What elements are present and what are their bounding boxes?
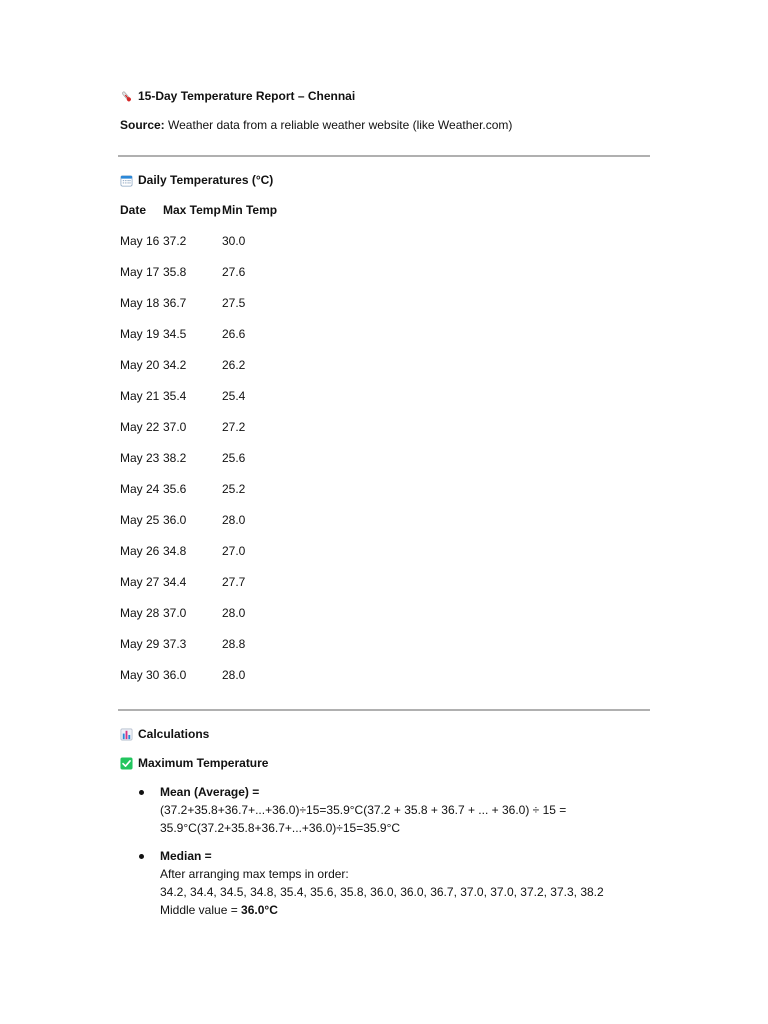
cell-min-temp: 28.0 — [222, 668, 246, 682]
median-line-1: After arranging max temps in order: — [160, 867, 349, 881]
report-title-text: 15-Day Temperature Report – Chennai — [138, 89, 356, 103]
cell-date: May 27 — [120, 575, 160, 589]
calculation-list — [120, 783, 680, 919]
column-header-date: Date — [120, 203, 147, 217]
cell-date: May 24 — [120, 482, 160, 496]
cell-max-temp: 35.4 — [163, 389, 187, 403]
thermometer-icon — [120, 90, 133, 103]
median-sorted-values: 34.2, 34.4, 34.5, 34.8, 35.4, 35.6, 35.8, 36.0, 36.0, 36.7, 37.0, 37.0, 37.2, 37.3, 38.2 — [160, 885, 604, 899]
cell-min-temp: 28.8 — [222, 637, 246, 651]
mean-formula-line-2: 35.9°C(37.2+35.8+36.7+...+36.0)÷15=35.9°C — [160, 821, 401, 835]
source-text: Weather data from a reliable weather website (like Weather.com) — [164, 118, 513, 132]
cell-date: May 19 — [120, 327, 160, 341]
column-header-max-temp: Max Temp — [163, 203, 221, 217]
median-label: Median = — [160, 849, 212, 863]
cell-date: May 16 — [120, 234, 160, 248]
cell-max-temp: 38.2 — [163, 451, 187, 465]
cell-date: May 30 — [120, 668, 160, 682]
cell-max-temp: 34.8 — [163, 544, 187, 558]
cell-max-temp: 36.0 — [163, 668, 187, 682]
daily-heading — [120, 173, 273, 187]
cell-date: May 22 — [120, 420, 160, 434]
cell-min-temp: 27.5 — [222, 296, 246, 310]
cell-min-temp: 27.2 — [222, 420, 246, 434]
cell-min-temp: 28.0 — [222, 513, 246, 527]
divider — [118, 709, 650, 711]
cell-max-temp: 34.5 — [163, 327, 187, 341]
max-temperature-heading — [120, 756, 268, 770]
median-result-label: Middle value = — [160, 903, 242, 917]
cell-min-temp: 26.2 — [222, 358, 246, 372]
cell-max-temp: 37.3 — [163, 637, 187, 651]
cell-max-temp: 36.0 — [163, 513, 187, 527]
checkbox-checked-icon — [120, 757, 133, 770]
calculations-heading — [120, 727, 209, 741]
list-item-median — [120, 847, 680, 919]
cell-date: May 20 — [120, 358, 160, 372]
max-temperature-heading-text: Maximum Temperature — [138, 756, 269, 770]
cell-max-temp: 34.4 — [163, 575, 187, 589]
cell-date: May 18 — [120, 296, 160, 310]
cell-date: May 17 — [120, 265, 160, 279]
daily-heading-text: Daily Temperatures (°C) — [138, 173, 274, 187]
calendar-icon — [120, 174, 133, 187]
column-header-min-temp: Min Temp — [222, 203, 278, 217]
mean-formula-line-1: (37.2+35.8+36.7+...+36.0)÷15=35.9°C(37.2 + 35.8 + 36.7 + ... + 36.0) ÷ 15 = — [160, 803, 567, 817]
cell-max-temp: 35.8 — [163, 265, 187, 279]
cell-max-temp: 35.6 — [163, 482, 187, 496]
cell-max-temp: 37.2 — [163, 234, 187, 248]
bar-chart-icon — [120, 728, 133, 741]
cell-max-temp: 36.7 — [163, 296, 187, 310]
cell-min-temp: 25.4 — [222, 389, 246, 403]
cell-min-temp: 27.6 — [222, 265, 246, 279]
source-line — [120, 118, 512, 132]
cell-min-temp: 28.0 — [222, 606, 246, 620]
cell-min-temp: 27.7 — [222, 575, 246, 589]
cell-max-temp: 34.2 — [163, 358, 187, 372]
cell-min-temp: 25.6 — [222, 451, 246, 465]
cell-date: May 26 — [120, 544, 160, 558]
cell-date: May 28 — [120, 606, 160, 620]
cell-min-temp: 30.0 — [222, 234, 246, 248]
cell-min-temp: 27.0 — [222, 544, 246, 558]
cell-max-temp: 37.0 — [163, 606, 187, 620]
list-item-mean — [120, 783, 680, 837]
report-title — [120, 89, 355, 103]
cell-max-temp: 37.0 — [163, 420, 187, 434]
source-label: Source: — [120, 118, 165, 132]
bullet-dot — [139, 854, 144, 859]
median-result-value: 36.0°C — [241, 903, 278, 917]
calculations-heading-text: Calculations — [138, 727, 210, 741]
cell-date: May 29 — [120, 637, 160, 651]
cell-date: May 23 — [120, 451, 160, 465]
mean-label: Mean (Average) = — [160, 785, 260, 799]
cell-min-temp: 25.2 — [222, 482, 246, 496]
divider — [118, 155, 650, 157]
cell-date: May 25 — [120, 513, 160, 527]
cell-min-temp: 26.6 — [222, 327, 246, 341]
bullet-dot — [139, 790, 144, 795]
cell-date: May 21 — [120, 389, 160, 403]
